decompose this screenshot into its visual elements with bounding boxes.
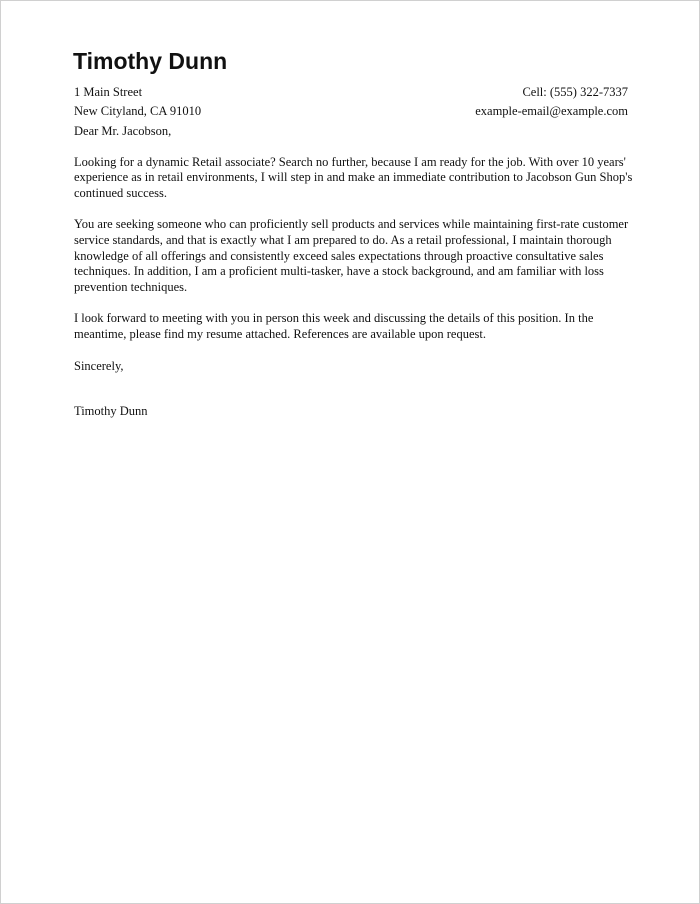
paragraph-qualifications: You are seeking someone who can proficiently sell products and services while maintaining first-rate customer service standards, and that is exactly what I am prepared to do. As a retail professional, I maintain thorough knowledge of all offerings and consistently exceed sales expectations through proactive consultative sales techniques. In addition, I am a proficient multi-tasker, have a stock background, and am familiar with loss prevention techniques. [74,217,629,294]
paragraph-closing-remarks: I look forward to meeting with you in person this week and discussing the details of this position. In the meantime, please find my resume attached. References are available upon request. [74,311,594,341]
address-line-2: New Cityland, CA 91010 [74,104,202,118]
letter-body [74,124,634,420]
sender-contact [475,83,628,121]
sender-name-heading: Timothy Dunn [73,48,228,74]
closing-phrase: Sincerely, [74,358,124,373]
salutation: Dear Mr. Jacobson, [74,124,172,138]
paragraph-intro: Looking for a dynamic Retail associate? Search no further, because I am ready for the job. With over 10 years' experience as in retail environments, I will step in and make an immediate contribution to Jacobson Gun Shop's continued success. [74,154,633,200]
email-address: example-email@example.com [475,104,628,118]
sender-address [74,83,201,121]
phone-number: Cell: (555) 322-7337 [522,85,628,99]
address-line-1: 1 Main Street [74,85,143,99]
signature-name: Timothy Dunn [74,404,148,419]
